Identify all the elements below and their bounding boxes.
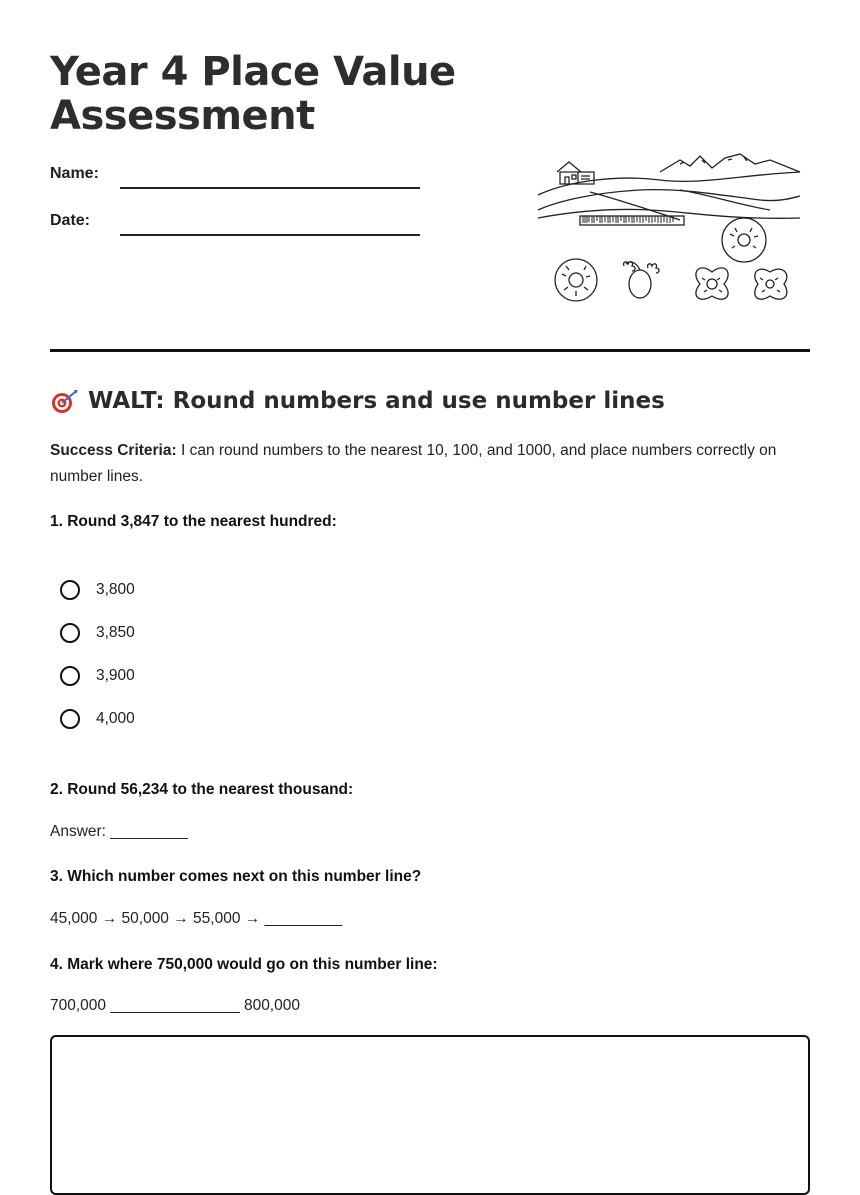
answer-box[interactable] (50, 1035, 810, 1195)
success-criteria (50, 438, 810, 490)
success-criteria-text: I can round numbers to the nearest 10, 100, and 1000, and place numbers correctly on number lines. (50, 442, 777, 485)
date-field[interactable] (120, 234, 420, 236)
title-line-1: Year 4 Place Value (50, 49, 456, 95)
success-criteria-label: Success Criteria: (50, 442, 177, 459)
question-2-prompt: 2. Round 56,234 to the nearest thousand: (50, 781, 354, 798)
landscape-illustration (530, 150, 810, 310)
question-1-option[interactable] (60, 620, 135, 646)
option-label: 3,850 (96, 624, 135, 641)
radio-button[interactable] (60, 623, 80, 643)
radio-button[interactable] (60, 709, 80, 729)
option-label: 4,000 (96, 710, 135, 727)
date-label: Date: (50, 212, 91, 229)
target-dart-icon (50, 388, 80, 414)
question-1-option[interactable] (60, 577, 135, 603)
question-1-option[interactable] (60, 663, 135, 689)
name-label: Name: (50, 165, 99, 182)
title-line-2: Assessment (50, 93, 315, 139)
option-label: 3,800 (96, 581, 135, 598)
walt-heading (50, 388, 665, 414)
question-4-number-line: 700,000 _______________ 800,000 (50, 997, 300, 1014)
question-2-answer[interactable]: Answer: _________ (50, 823, 188, 840)
option-label: 3,900 (96, 667, 135, 684)
walt-text: WALT: Round numbers and use number lines (88, 388, 665, 414)
page-title (50, 50, 456, 138)
section-divider (50, 349, 810, 352)
question-1-prompt: 1. Round 3,847 to the nearest hundred: (50, 513, 337, 530)
name-field[interactable] (120, 187, 420, 189)
radio-button[interactable] (60, 666, 80, 686)
question-1-option[interactable] (60, 706, 135, 732)
radio-button[interactable] (60, 580, 80, 600)
question-4-prompt: 4. Mark where 750,000 would go on this number line: (50, 956, 438, 973)
question-3-prompt: 3. Which number comes next on this number line? (50, 868, 422, 885)
question-3-sequence[interactable]: 45,000 → 50,000 → 55,000 → _________ (50, 910, 343, 927)
